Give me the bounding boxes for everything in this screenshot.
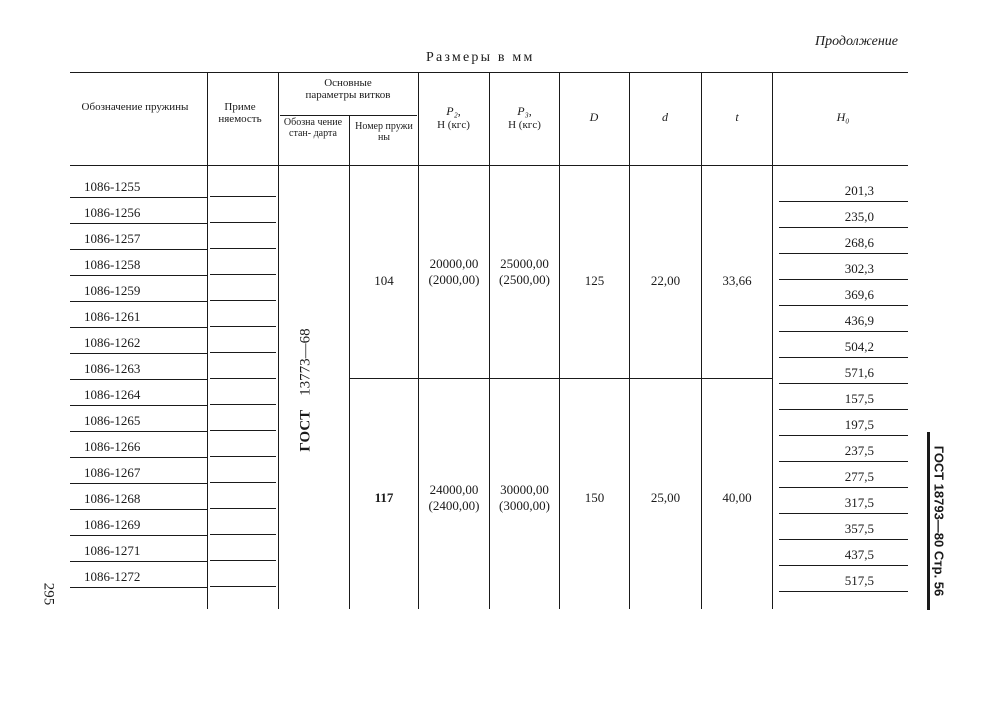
group2-p3-kgf: (3000,00) — [499, 498, 550, 513]
spring-code: 1086-1265 — [84, 413, 141, 428]
standard-name: ГОСТ — [297, 409, 314, 452]
group1-spring-number: 104 — [374, 273, 394, 288]
row-rule-applicability — [210, 274, 276, 275]
col-divider-1 — [207, 72, 208, 609]
continued-label: Продолжение — [815, 34, 898, 49]
h0-value: 357,5 — [844, 521, 874, 536]
group1-p2-kgf: (2000,00) — [428, 272, 480, 287]
group-divider — [350, 378, 772, 379]
row-rule-applicability — [210, 430, 276, 431]
spring-code: 1086-1267 — [84, 465, 141, 480]
row-rule-h0 — [779, 565, 908, 566]
spring-code: 1086-1269 — [84, 517, 141, 532]
p3-unit: Н (кгс) — [508, 119, 541, 131]
group1-p2-n: 20000,00 — [429, 256, 479, 271]
row-rule-h0 — [779, 487, 908, 488]
h0-value: 317,5 — [844, 495, 874, 510]
row-rule-applicability — [210, 404, 276, 405]
row-rule-h0 — [779, 539, 908, 540]
row-rule-h0 — [779, 305, 908, 306]
h0-value: 268,6 — [844, 235, 874, 250]
row-rule-h0 — [779, 409, 908, 410]
spring-code: 1086-1262 — [84, 335, 141, 350]
spring-code: 1086-1258 — [84, 257, 141, 272]
row-rule-designation — [70, 223, 207, 224]
side-rule — [927, 432, 930, 610]
col-divider-6 — [559, 72, 560, 609]
spring-code: 1086-1263 — [84, 361, 141, 376]
h0-value: 436,9 — [844, 313, 874, 328]
h0-value: 504,2 — [844, 339, 874, 354]
h0-value: 237,5 — [844, 443, 874, 458]
group2-D: 150 — [584, 490, 605, 505]
header-p3 — [491, 104, 558, 131]
page-number: 295 — [40, 582, 57, 606]
row-rule-designation — [70, 301, 207, 302]
header-d: d — [662, 110, 668, 124]
row-rule-applicability — [210, 586, 276, 587]
h0-value: 369,6 — [844, 287, 874, 302]
group2-d: 25,00 — [650, 490, 681, 505]
col-divider-7 — [629, 72, 630, 609]
row-rule-applicability — [210, 482, 276, 483]
sizes-caption: Размеры в мм — [426, 50, 535, 65]
row-rule-designation — [70, 197, 207, 198]
side-standard-label: ГОСТ 18793—80 Стр. 56 — [931, 445, 947, 597]
row-rule-applicability — [210, 196, 276, 197]
row-rule-applicability — [210, 456, 276, 457]
group2-p2-kgf: (2400,00) — [428, 498, 480, 513]
h0-value: 201,3 — [844, 183, 874, 198]
row-rule-h0 — [779, 201, 908, 202]
header-spring-number: Номер пружи ны — [355, 121, 413, 143]
row-rule-h0 — [779, 435, 908, 436]
row-rule-applicability — [210, 560, 276, 561]
spring-code: 1086-1268 — [84, 491, 141, 506]
row-rule-designation — [70, 405, 207, 406]
row-rule-h0 — [779, 383, 908, 384]
col-divider-4 — [418, 72, 419, 609]
row-rule-designation — [70, 509, 207, 510]
header-D: D — [589, 110, 599, 124]
row-rule-applicability — [210, 300, 276, 301]
row-rule-designation — [70, 249, 207, 250]
h0-value: 517,5 — [844, 573, 874, 588]
group2-p3-n: 30000,00 — [500, 482, 549, 497]
h0-value: 302,3 — [844, 261, 874, 276]
row-rule-designation — [70, 561, 207, 562]
h0-value: 437,5 — [844, 547, 874, 562]
row-rule-applicability — [210, 534, 276, 535]
row-rule-applicability — [210, 378, 276, 379]
h0-value: 157,5 — [844, 391, 874, 406]
row-rule-applicability — [210, 326, 276, 327]
group1-D: 125 — [584, 273, 605, 288]
standard-designation — [298, 328, 315, 451]
row-rule-h0 — [779, 331, 908, 332]
group1-p3-n: 25000,00 — [500, 256, 549, 271]
row-rule-applicability — [210, 222, 276, 223]
col-divider-3 — [349, 115, 350, 609]
row-rule-designation — [70, 379, 207, 380]
h0-value: 235,0 — [844, 209, 874, 224]
row-rule-applicability — [210, 508, 276, 509]
group1-p2 — [419, 256, 489, 288]
col-divider-9 — [772, 72, 773, 609]
row-rule-h0 — [779, 513, 908, 514]
h0-value: 277,5 — [844, 469, 874, 484]
row-rule-h0 — [779, 461, 908, 462]
group1-p3 — [490, 256, 559, 288]
group1-p3-kgf: (2500,00) — [499, 272, 550, 287]
spring-code: 1086-1271 — [84, 543, 141, 558]
row-rule-applicability — [210, 248, 276, 249]
row-rule-designation — [70, 275, 207, 276]
row-rule-applicability — [210, 352, 276, 353]
header-main-params: Основные параметры витков — [305, 77, 391, 101]
row-rule-designation — [70, 535, 207, 536]
group2-p2-n: 24000,00 — [429, 482, 479, 497]
spring-code: 1086-1255 — [84, 179, 141, 194]
spring-code: 1086-1264 — [84, 387, 141, 402]
h0-value: 571,6 — [844, 365, 874, 380]
header-applicability: Приме няемость — [218, 101, 262, 125]
group2-t: 40,00 — [722, 490, 752, 505]
spring-code: 1086-1272 — [84, 569, 141, 584]
header-H0: H₀ — [836, 110, 850, 124]
row-rule-h0 — [779, 591, 908, 592]
spring-code: 1086-1256 — [84, 205, 141, 220]
col-divider-8 — [701, 72, 702, 609]
spring-code: 1086-1261 — [84, 309, 141, 324]
group1-d: 22,00 — [650, 273, 681, 288]
col-divider-2 — [278, 72, 279, 609]
h0-value: 197,5 — [844, 417, 874, 432]
standard-number: 13773—68 — [297, 328, 314, 396]
spring-code: 1086-1257 — [84, 231, 141, 246]
row-rule-h0 — [779, 279, 908, 280]
group2-p2 — [419, 482, 489, 514]
row-rule-h0 — [779, 253, 908, 254]
row-rule-h0 — [779, 227, 908, 228]
col-divider-5 — [489, 72, 490, 609]
row-rule-designation — [70, 353, 207, 354]
row-rule-designation — [70, 587, 207, 588]
header-std-designation: Обозна чение стан- дарта — [283, 117, 343, 139]
row-rule-designation — [70, 431, 207, 432]
row-rule-designation — [70, 483, 207, 484]
group2-spring-number: 117 — [374, 490, 394, 505]
p2-unit: Н (кгс) — [437, 119, 470, 131]
row-rule-designation — [70, 457, 207, 458]
row-rule-h0 — [779, 357, 908, 358]
spring-code: 1086-1259 — [84, 283, 141, 298]
header-designation: Обозначение пружины — [81, 101, 189, 113]
row-rule-designation — [70, 327, 207, 328]
spring-code: 1086-1266 — [84, 439, 141, 454]
group1-t: 33,66 — [722, 273, 752, 288]
header-p2 — [420, 104, 487, 131]
header-t: t — [735, 110, 739, 124]
p2-symbol: P₂, — [446, 104, 461, 118]
group2-p3 — [490, 482, 559, 514]
p3-symbol: P₃, — [517, 104, 532, 118]
